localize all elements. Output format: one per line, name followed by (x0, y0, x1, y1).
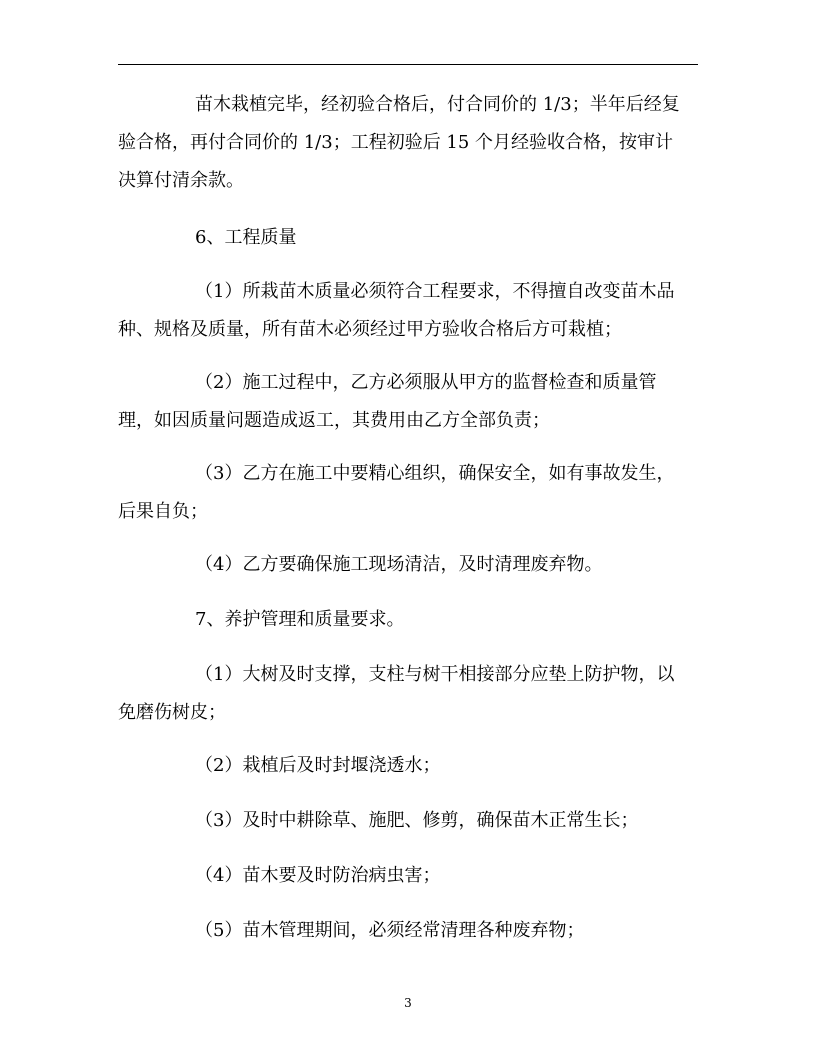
text-line: 验合格，再付合同价的 1/3；工程初验后 15 个月经验收合格，按审计 (118, 132, 674, 153)
text-line: 后果自负； (118, 501, 208, 522)
text-line: （4）乙方要确保施工现场清洁，及时清理废弃物。 (195, 554, 603, 575)
list-item (118, 857, 698, 895)
list-item (118, 656, 698, 732)
text-line: 理，如因质量问题造成返工，其费用由乙方全部负责； (118, 410, 550, 431)
text-line: （3）乙方在施工中要精心组织，确保安全，如有事故发生， (195, 463, 675, 484)
page-number: 3 (404, 996, 412, 1010)
list-item (118, 273, 698, 349)
text-line: （2）施工过程中，乙方必须服从甲方的监督检查和质量管 (195, 372, 657, 393)
text-line: 种、规格及质量，所有苗木必须经过甲方验收合格后方可栽植； (118, 319, 622, 340)
header-rule (118, 64, 698, 65)
list-item (118, 364, 698, 440)
text-line: （5）苗木管理期间，必须经常清理各种废弃物； (195, 920, 585, 941)
list-item (118, 455, 698, 531)
text-line: （1）所栽苗木质量必须符合工程要求，不得擅自改变苗木品 (195, 281, 675, 302)
list-item (118, 912, 698, 950)
paragraph-payment-terms (118, 86, 698, 200)
list-item (118, 802, 698, 840)
text-line: （4）苗木要及时防治病虫害； (195, 865, 441, 886)
section-heading-maintenance (118, 601, 698, 639)
text-line: （1）大树及时支撑，支柱与树干相接部分应垫上防护物，以 (195, 664, 675, 685)
text-line: 7、养护管理和质量要求。 (195, 609, 405, 630)
section-heading-quality (118, 219, 698, 257)
text-line: （2）栽植后及时封堰浇透水； (195, 755, 441, 776)
text-line: 免磨伤树皮； (118, 702, 226, 723)
list-item (118, 546, 698, 584)
text-line: 苗木栽植完毕，经初验合格后，付合同价的 1/3；半年后经复 (195, 94, 680, 115)
list-item (118, 747, 698, 785)
text-line: （3）及时中耕除草、施肥、修剪，确保苗木正常生长； (195, 810, 639, 831)
text-line: 决算付清余款。 (118, 170, 244, 191)
text-line: 6、工程质量 (195, 227, 297, 248)
